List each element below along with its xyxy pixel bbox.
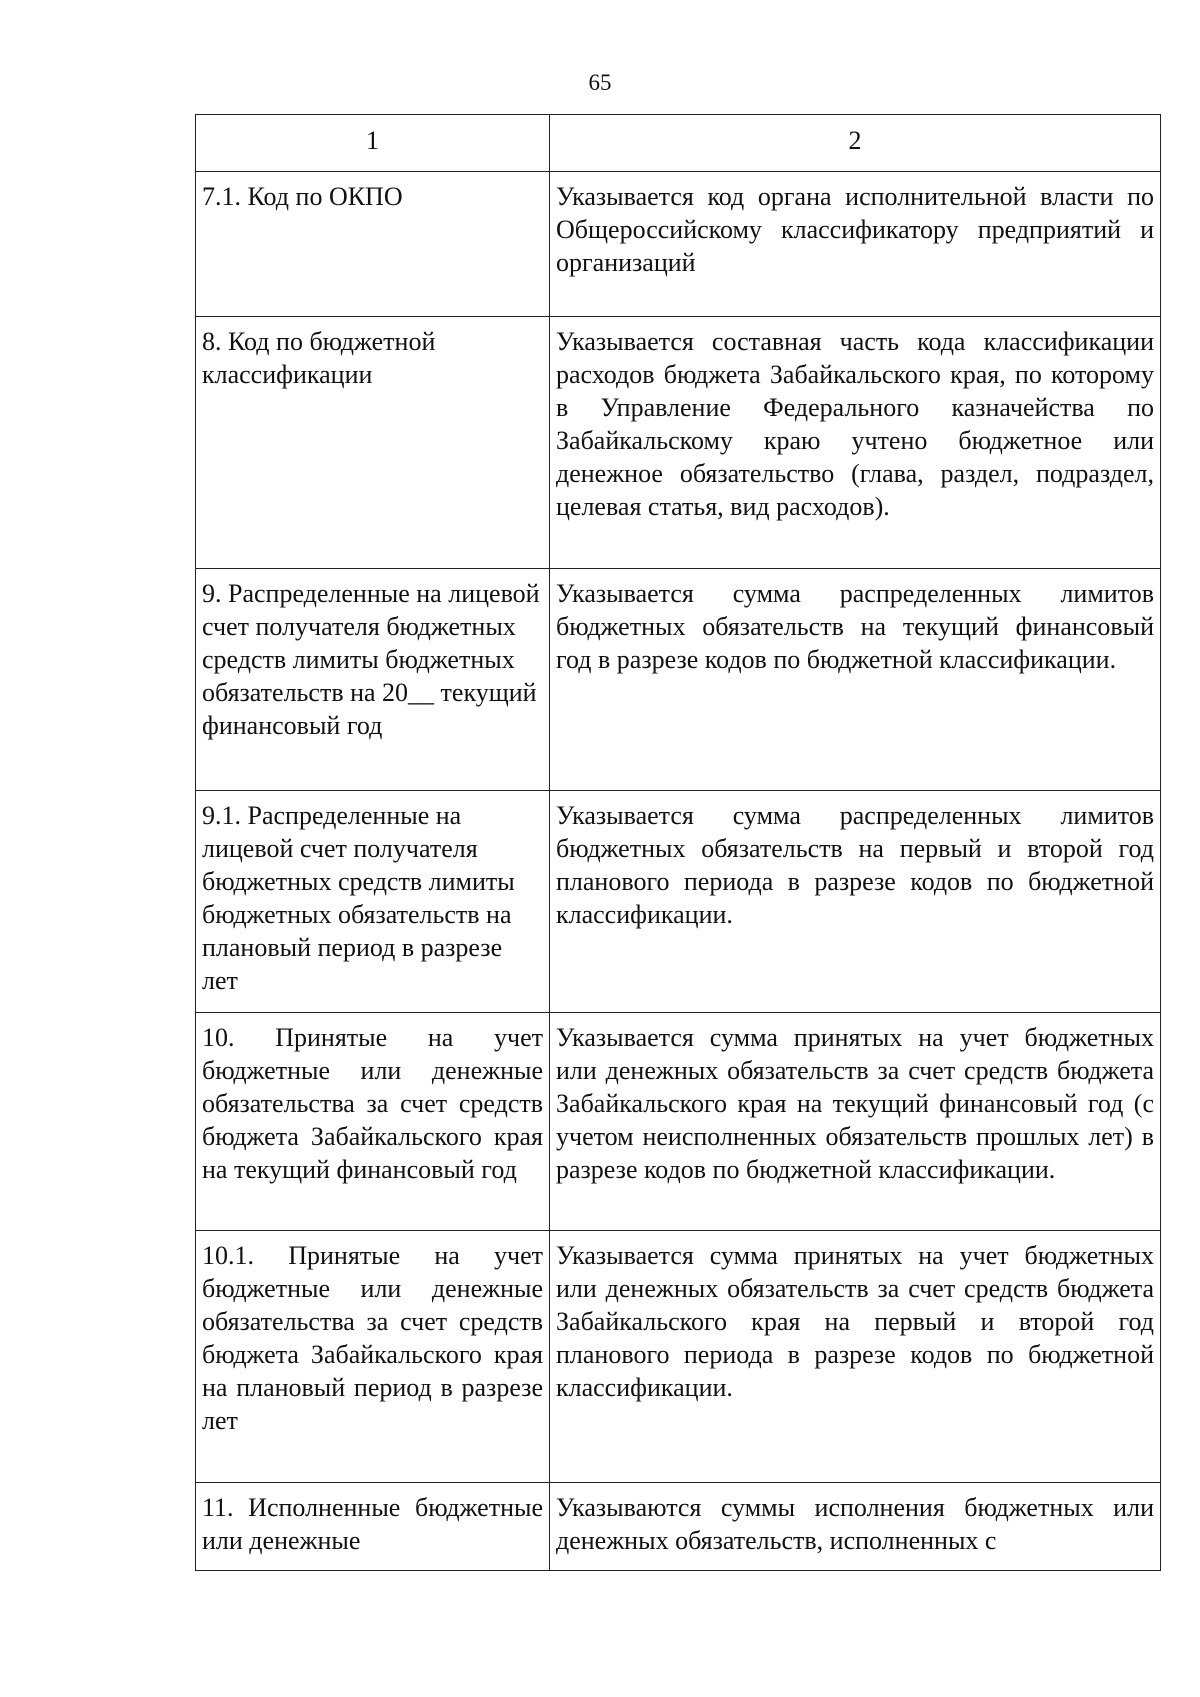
row-name: 9. Распределенные на лицевой счет получателя бюджетных средств лимиты бюджетных обязательств на 20__ текущий финансовый год bbox=[196, 569, 550, 791]
row-name: 8. Код по бюджетной классификации bbox=[196, 317, 550, 569]
row-name: 10.1. Принятые на учет бюджетные или денежные обязательства за счет средств бюджета Забайкальского края на плановый период в разрезе лет bbox=[196, 1231, 550, 1483]
table-row bbox=[196, 317, 1161, 569]
column-header-2: 2 bbox=[550, 115, 1161, 172]
table-row bbox=[196, 569, 1161, 791]
row-description: Указывается код органа исполнительной власти по Общероссийскому классификатору предприятий и организаций bbox=[550, 172, 1161, 317]
table-header-row bbox=[196, 115, 1161, 172]
row-description: Указывается сумма принятых на учет бюджетных или денежных обязательств за счет средств бюджета Забайкальского края на первый и второй год планового периода в разрезе кодов по бюджетной классификации. bbox=[550, 1231, 1161, 1483]
row-description: Указывается сумма принятых на учет бюджетных или денежных обязательств за счет средств бюджета Забайкальского края на текущий финансовый год (с учетом неисполненных обязательств прошлых лет) в разрезе кодов по бюджетной классификации. bbox=[550, 1013, 1161, 1231]
row-description: Указывается составная часть кода классификации расходов бюджета Забайкальского края, по которому в Управление Федерального казначейства по Забайкальскому краю учтено бюджетное или денежное обязательство (глава, раздел, подраздел, целевая статья, вид расходов). bbox=[550, 317, 1161, 569]
table-row bbox=[196, 1231, 1161, 1483]
table-row bbox=[196, 172, 1161, 317]
row-description: Указываются суммы исполнения бюджетных или денежных обязательств, исполненных с bbox=[550, 1483, 1161, 1571]
row-name: 7.1. Код по ОКПО bbox=[196, 172, 550, 317]
column-header-1: 1 bbox=[196, 115, 550, 172]
row-name: 10. Принятые на учет бюджетные или денежные обязательства за счет средств бюджета Забайкальского края на текущий финансовый год bbox=[196, 1013, 550, 1231]
document-table bbox=[195, 114, 1161, 1571]
table-row bbox=[196, 1483, 1161, 1571]
page-number: 65 bbox=[588, 70, 612, 95]
row-name: 9.1. Распределенные на лицевой счет получателя бюджетных средств лимиты бюджетных обязательств на плановый период в разрезе лет bbox=[196, 791, 550, 1013]
row-description: Указывается сумма распределенных лимитов бюджетных обязательств на первый и второй год планового периода в разрезе кодов по бюджетной классификации. bbox=[550, 791, 1161, 1013]
row-name: 11. Исполненные бюджетные или денежные bbox=[196, 1483, 550, 1571]
row-description: Указывается сумма распределенных лимитов бюджетных обязательств на текущий финансовый год в разрезе кодов по бюджетной классификации. bbox=[550, 569, 1161, 791]
table-row bbox=[196, 791, 1161, 1013]
table-row bbox=[196, 1013, 1161, 1231]
